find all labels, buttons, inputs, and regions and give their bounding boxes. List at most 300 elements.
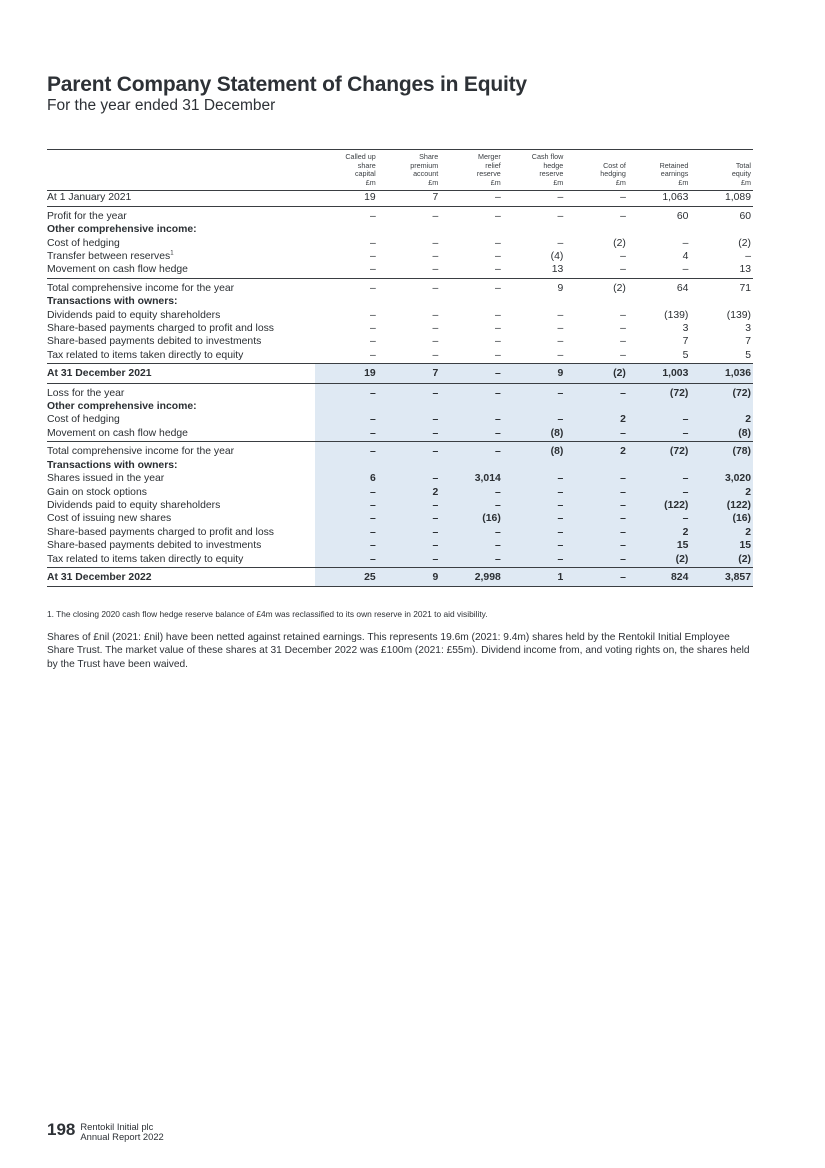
table-row (47, 223, 753, 236)
column-header-line: account (413, 169, 439, 179)
cell-value: (2) (613, 237, 626, 249)
cell-value: 1,089 (690, 191, 753, 206)
cell-value: – (369, 282, 376, 294)
cell-value (440, 400, 503, 413)
cell-value: 3,020 (690, 472, 753, 485)
cell-value (690, 459, 753, 472)
row-label (47, 295, 315, 308)
cell-value: 2 (690, 486, 753, 499)
column-header-line: £m (741, 177, 751, 187)
cell-value: – (503, 553, 566, 568)
row-label-text: Gain on stock options (47, 486, 147, 498)
cell-value: (72) (628, 383, 691, 400)
table-row (47, 539, 753, 552)
table-row (47, 512, 753, 525)
cell-value: – (378, 553, 441, 568)
cell-value: – (503, 526, 566, 539)
column-header (690, 150, 753, 191)
cell-value (315, 223, 378, 236)
cell-value: – (378, 383, 441, 400)
cell-value: – (565, 383, 628, 400)
cell-value: – (378, 499, 441, 512)
cell-value: (139) (664, 309, 689, 321)
cell-value (440, 223, 503, 236)
column-header (440, 150, 503, 191)
cell-value: – (620, 336, 626, 348)
footnote-marker: 1 (170, 250, 174, 257)
cell-value: – (440, 413, 503, 426)
table-row (47, 486, 753, 499)
cell-value: – (440, 383, 503, 400)
cell-value: 824 (628, 567, 691, 586)
cell-value: – (378, 472, 441, 485)
table-row (47, 263, 753, 278)
cell-value: – (378, 526, 441, 539)
cell-value: (8) (690, 427, 753, 442)
cell-value: – (369, 237, 376, 249)
cell-value: (4) (550, 251, 564, 262)
column-header-line: Share (419, 152, 439, 161)
row-label (47, 364, 315, 383)
row-label-text: At 1 January 2021 (47, 192, 132, 204)
cell-value: 60 (739, 210, 751, 222)
cell-value: – (315, 526, 378, 539)
cell-value: – (628, 413, 691, 426)
cell-value: – (315, 349, 378, 364)
cell-value: (122) (690, 499, 753, 512)
column-header-line: reserve (476, 169, 501, 179)
table-row (47, 295, 753, 308)
cell-value: – (495, 309, 501, 321)
cell-value: – (432, 251, 439, 262)
cell-value: – (495, 251, 501, 262)
cell-value: 13 (503, 263, 566, 278)
row-label-text: At 31 December 2021 (47, 368, 152, 380)
row-label-text: Dividends paid to equity shareholders (47, 499, 221, 511)
cell-value: 2 (565, 442, 628, 459)
cell-value (503, 400, 566, 413)
column-header-blank (47, 150, 315, 191)
page-subtitle: For the year ended 31 December (47, 97, 276, 114)
cell-value (503, 223, 566, 236)
cell-value: 64 (676, 282, 689, 294)
cell-value: – (565, 427, 628, 442)
cell-value: 3,014 (440, 472, 503, 485)
table-row (47, 335, 753, 348)
cell-value (565, 295, 628, 308)
cell-value: 15 (690, 539, 753, 552)
cell-value: – (503, 413, 566, 426)
cell-value: – (503, 472, 566, 485)
cell-value: 2 (628, 526, 691, 539)
cell-value: 19 (315, 191, 378, 206)
cell-value: 2 (690, 526, 753, 539)
row-label (47, 567, 315, 586)
cell-value: 15 (628, 539, 691, 552)
table-row (47, 322, 753, 335)
cell-value: (8) (503, 442, 566, 459)
column-header-line: Retained (659, 160, 689, 170)
table-row (47, 567, 753, 586)
table-row (47, 278, 753, 295)
cell-value: – (503, 486, 566, 499)
row-label (47, 237, 315, 250)
table-row (47, 237, 753, 250)
cell-value: (2) (690, 553, 753, 568)
cell-value: (2) (613, 282, 626, 294)
cell-value (378, 459, 441, 472)
row-label-text: Total comprehensive income for the year (47, 282, 235, 294)
row-label (47, 349, 315, 364)
cell-value: – (495, 237, 501, 249)
cell-value: – (565, 539, 628, 552)
cell-value: – (503, 191, 566, 206)
row-label (47, 427, 315, 442)
cell-value: 7 (745, 336, 751, 348)
cell-value: – (440, 539, 503, 552)
cell-value: 25 (315, 567, 378, 586)
table-row (47, 400, 753, 413)
cell-value: – (315, 383, 378, 400)
row-label (47, 322, 315, 335)
row-label-text: Other comprehensive income: (47, 401, 197, 413)
cell-value (690, 400, 753, 413)
cell-value: 9 (503, 364, 566, 383)
cell-value: 5 (628, 349, 691, 364)
cell-value (628, 295, 691, 308)
row-label-text: Transfer between reserves (47, 251, 171, 262)
table-row (47, 206, 753, 223)
cell-value: – (315, 499, 378, 512)
cell-value: 1,003 (628, 364, 691, 383)
cell-value: 3 (745, 323, 751, 335)
row-label (47, 206, 315, 223)
cell-value: – (432, 323, 439, 335)
cell-value: – (440, 427, 503, 442)
row-label (47, 223, 315, 236)
cell-value: (72) (628, 442, 691, 459)
column-header (565, 150, 628, 191)
row-label-text: Dividends paid to equity shareholders (47, 309, 221, 321)
cell-value: – (565, 526, 628, 539)
column-header-line: hedge (543, 160, 564, 170)
cell-value: – (745, 251, 751, 262)
cell-value: – (315, 486, 378, 499)
cell-value: – (440, 364, 503, 383)
cell-value: – (440, 191, 503, 206)
cell-value: 2 (565, 413, 628, 426)
table-row (47, 459, 753, 472)
cell-value: – (565, 349, 628, 364)
row-label (47, 486, 315, 499)
cell-value: – (557, 336, 564, 348)
column-header-line: £m (678, 177, 689, 187)
cell-value: 2 (690, 413, 753, 426)
cell-value: – (565, 567, 628, 586)
cell-value: – (565, 472, 628, 485)
cell-value: – (378, 539, 441, 552)
table-row (47, 191, 753, 206)
page-number: 198 (47, 1120, 76, 1139)
row-label-text: Share-based payments charged to profit and loss (47, 526, 274, 538)
row-label (47, 539, 315, 552)
cell-value (440, 295, 503, 308)
cell-value: – (432, 336, 439, 348)
cell-value: 71 (739, 282, 751, 294)
row-label-text: Tax related to items taken directly to equity (47, 553, 244, 565)
table-row (47, 309, 753, 322)
cell-value: (72) (690, 383, 753, 400)
column-header-line: Merger (478, 152, 501, 161)
cell-value: – (440, 442, 503, 459)
row-label-text: Share-based payments debited to investments (47, 540, 262, 552)
cell-value: – (315, 427, 378, 442)
column-header-line: £m (428, 177, 439, 187)
column-header-line: premium (410, 160, 439, 170)
cell-value: 1,063 (628, 191, 691, 206)
cell-value: – (620, 210, 626, 222)
table-row (47, 526, 753, 539)
page-footer (47, 1121, 164, 1143)
cell-value: (122) (628, 499, 691, 512)
page-title: Parent Company Statement of Changes in Equity (47, 73, 527, 96)
cell-value: – (503, 539, 566, 552)
row-label-text: Tax related to items taken directly to equity (47, 349, 244, 361)
column-header-line: hedging (600, 169, 626, 179)
cell-value: – (440, 499, 503, 512)
cell-value: – (369, 336, 376, 348)
cell-value: – (378, 512, 441, 525)
cell-value: – (315, 512, 378, 525)
cell-value: – (682, 237, 689, 249)
cell-value (503, 295, 566, 308)
cell-value: – (315, 263, 378, 278)
cell-value (378, 223, 441, 236)
cell-value: – (378, 263, 441, 278)
cell-value: – (628, 512, 691, 525)
cell-value: – (503, 499, 566, 512)
cell-value (378, 400, 441, 413)
cell-value: – (620, 323, 626, 335)
cell-value: – (378, 413, 441, 426)
cell-value (565, 223, 628, 236)
cell-value: – (378, 427, 441, 442)
cell-value: – (565, 512, 628, 525)
trust-shares-note: Shares of £nil (2021: £nil) have been netted against retained earnings. This represents 19.6m (2021: 9.4m) shares held by the Rentokil Initial Employee Share Trust. The market value of these shares at 31 December 2022 was £100m (2021: £55m). Dividend income from, and voting rights on, the shares held by the Trust have been waived. (47, 632, 750, 670)
footer-text (80, 1121, 163, 1143)
row-label-text: Share-based payments debited to investments (47, 336, 262, 348)
cell-value: – (495, 282, 501, 294)
column-header-line: earnings (660, 169, 689, 179)
cell-value: – (315, 539, 378, 552)
cell-value: 6 (315, 472, 378, 485)
row-label-text: Shares issued in the year (47, 473, 165, 485)
cell-value: – (432, 309, 439, 321)
row-label-text: Movement on cash flow hedge (47, 264, 188, 276)
footer-company: Rentokil Initial plc (80, 1121, 154, 1132)
cell-value: 3,857 (690, 567, 753, 586)
cell-value: 2,998 (440, 567, 503, 586)
cell-value: – (557, 237, 564, 249)
cell-value: – (620, 251, 626, 262)
table-row (47, 499, 753, 512)
row-label (47, 526, 315, 539)
row-label-text: Profit for the year (47, 210, 127, 222)
table-row (47, 553, 753, 568)
cell-value: – (440, 263, 503, 278)
row-label (47, 400, 315, 413)
row-label-text: Loss for the year (47, 387, 125, 399)
cell-value: – (315, 553, 378, 568)
row-label-text: Movement on cash flow hedge (47, 427, 188, 439)
row-label (47, 278, 315, 295)
row-label-text: At 31 December 2022 (47, 571, 152, 583)
cell-value: – (440, 526, 503, 539)
column-header-line: £m (490, 177, 501, 187)
table-row (47, 427, 753, 442)
cell-value: (78) (690, 442, 753, 459)
cell-value (565, 400, 628, 413)
cell-value: – (495, 336, 501, 348)
cell-value: – (557, 323, 564, 335)
column-header-line: Called up (345, 152, 376, 161)
column-header-line: £m (365, 177, 376, 187)
column-header-line: Cash flow (531, 152, 564, 161)
cell-value: 7 (682, 336, 689, 348)
row-label (47, 309, 315, 322)
cell-value: – (628, 263, 691, 278)
row-label (47, 553, 315, 568)
row-label (47, 263, 315, 278)
cell-value: (2) (738, 237, 751, 249)
cell-value (690, 295, 753, 308)
cell-value: (139) (726, 309, 751, 321)
row-label (47, 512, 315, 525)
cell-value: – (565, 263, 628, 278)
column-header-line: £m (615, 177, 626, 187)
cell-value: – (369, 251, 376, 262)
column-header-line: £m (553, 177, 564, 187)
cell-value: – (628, 486, 691, 499)
cell-value: – (440, 553, 503, 568)
cell-value: – (557, 210, 564, 222)
column-header-line: reserve (539, 169, 564, 179)
cell-value: 1,036 (690, 364, 753, 383)
cell-value: 13 (690, 263, 753, 278)
table-row (47, 349, 753, 364)
footer-report: Annual Report 2022 (80, 1131, 164, 1143)
cell-value: – (503, 512, 566, 525)
cell-value: 5 (690, 349, 753, 364)
cell-value: (8) (503, 427, 566, 442)
cell-value: – (432, 282, 439, 294)
row-label-text: Cost of issuing new shares (47, 513, 172, 525)
cell-value: – (620, 309, 626, 321)
cell-value: – (432, 210, 439, 222)
cell-value (315, 295, 378, 308)
cell-value: 60 (676, 210, 689, 222)
cell-value (503, 459, 566, 472)
row-label-text: Total comprehensive income for the year (47, 446, 235, 458)
cell-value (628, 459, 691, 472)
cell-value (565, 459, 628, 472)
column-header-line: share (357, 160, 376, 170)
column-header-line: relief (485, 160, 501, 170)
cell-value: – (440, 486, 503, 499)
row-label-text: Other comprehensive income: (47, 224, 197, 236)
cell-value: – (369, 309, 376, 321)
cell-value: – (495, 323, 501, 335)
column-header-line: capital (354, 169, 376, 179)
table-row (47, 442, 753, 459)
cell-value: – (378, 442, 441, 459)
table-row (47, 250, 753, 263)
cell-value: 2 (378, 486, 441, 499)
table-header-row (47, 150, 753, 191)
row-label (47, 250, 315, 263)
column-header (503, 150, 566, 191)
column-header-line: equity (731, 169, 751, 179)
row-label-text: Cost of hedging (47, 414, 120, 426)
cell-value: – (369, 323, 376, 335)
row-label (47, 499, 315, 512)
cell-value: – (565, 191, 628, 206)
cell-value: 9 (378, 567, 441, 586)
cell-value: – (557, 309, 564, 321)
cell-value: (16) (690, 512, 753, 525)
cell-value: 9 (557, 282, 564, 294)
cell-value: – (315, 442, 378, 459)
cell-value (628, 400, 691, 413)
cell-value (628, 223, 691, 236)
cell-value: – (565, 553, 628, 568)
cell-value: (16) (440, 512, 503, 525)
cell-value (690, 223, 753, 236)
row-label (47, 383, 315, 400)
row-label-text: Transactions with owners: (47, 296, 178, 308)
cell-value: – (628, 427, 691, 442)
cell-value: – (628, 472, 691, 485)
row-label-text: Transactions with owners: (47, 459, 178, 471)
cell-value (315, 459, 378, 472)
column-header (628, 150, 691, 191)
cell-value (315, 400, 378, 413)
cell-value (378, 295, 441, 308)
equity-table (47, 149, 753, 587)
cell-value: 3 (682, 323, 689, 335)
cell-value: – (432, 237, 439, 249)
row-label (47, 335, 315, 348)
table-row (47, 383, 753, 400)
cell-value: – (565, 486, 628, 499)
column-header (315, 150, 378, 191)
cell-value: – (565, 499, 628, 512)
row-label-text: Share-based payments charged to profit and loss (47, 323, 274, 335)
cell-value: (2) (628, 553, 691, 568)
cell-value: – (503, 383, 566, 400)
row-label (47, 413, 315, 426)
cell-value: 7 (378, 191, 441, 206)
row-label (47, 191, 315, 206)
cell-value: – (440, 349, 503, 364)
column-header-line: Total (735, 160, 751, 170)
cell-value: – (378, 349, 441, 364)
cell-value: – (369, 210, 376, 222)
cell-value: 1 (503, 567, 566, 586)
table-row (47, 413, 753, 426)
column-header (378, 150, 441, 191)
row-label-text: Cost of hedging (47, 237, 120, 249)
